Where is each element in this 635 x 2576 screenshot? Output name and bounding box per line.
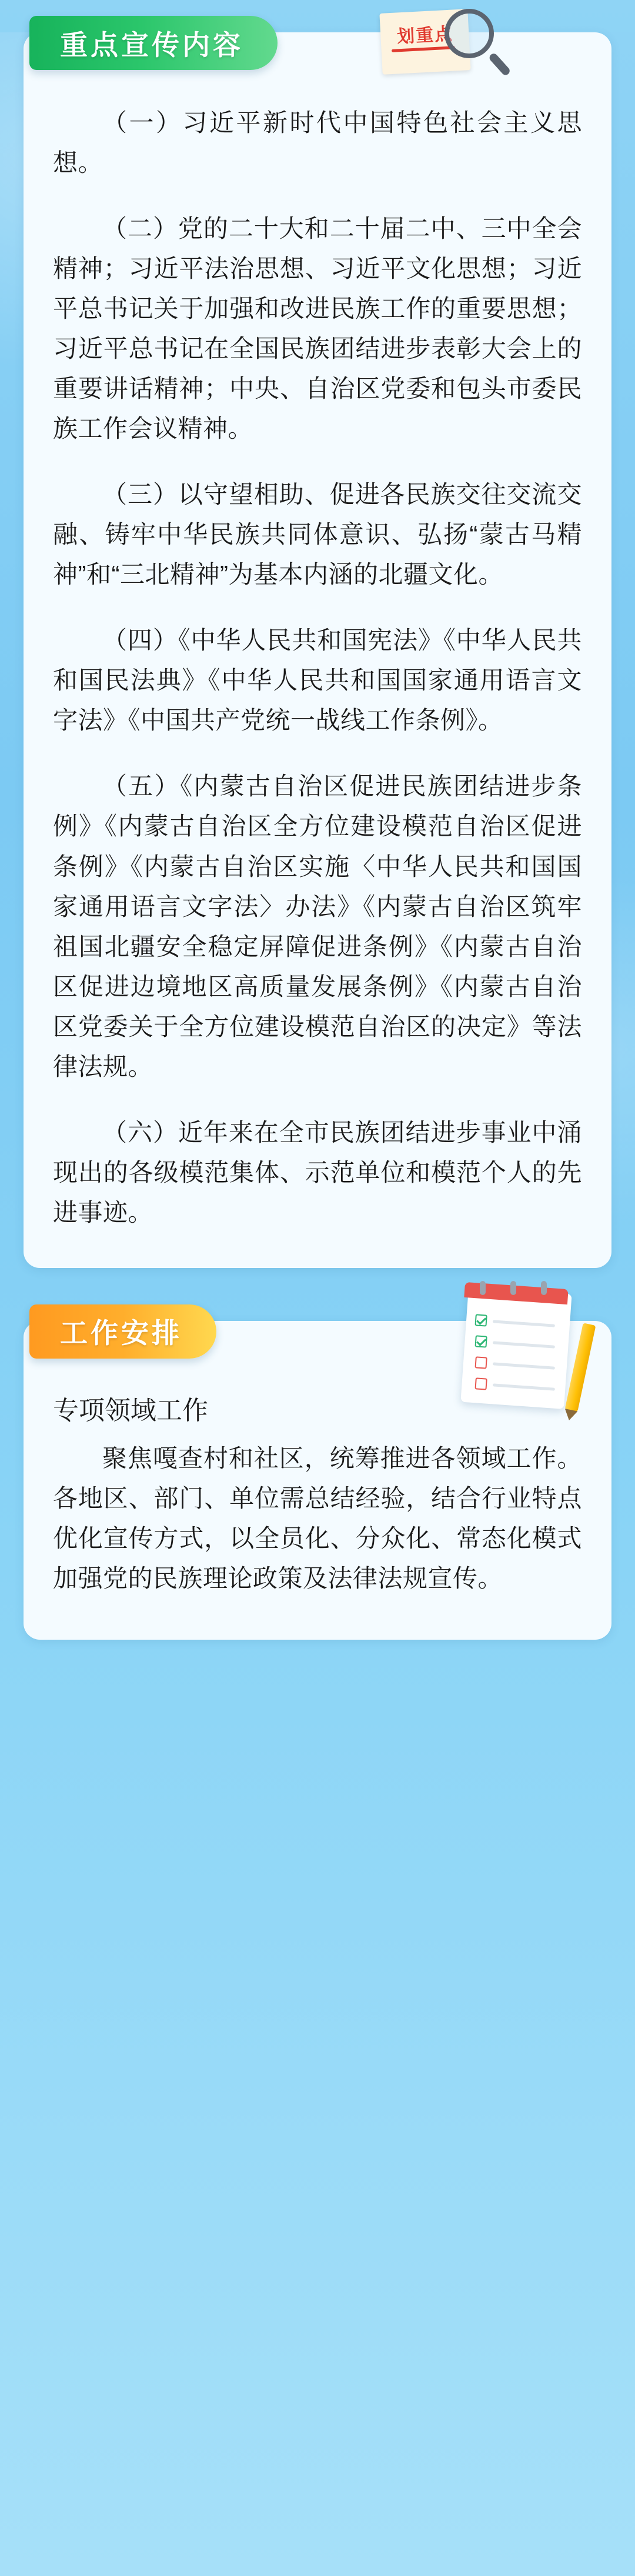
- page-root: [0, 24, 635, 2576]
- checkbox-checked-icon: [474, 1335, 487, 1347]
- checkbox-empty-icon: [474, 1377, 487, 1390]
- magnifier-handle-icon: [488, 52, 512, 76]
- stamp-label: 划重点: [396, 24, 454, 47]
- paragraph: （一）习近平新时代中国特色社会主义思想。: [53, 109, 582, 177]
- checklist-line: [493, 1341, 555, 1348]
- paragraph: （二）党的二十大和二十届二中、三中全会精神；习近平法治思想、习近平文化思想；习近平总书记关于加强和改进民族工作的重要思想；习近平总书记在全国民族团结进步表彰大会上的重要讲话精神；中央、自治区党委和包头市委民族工作会议精神。: [53, 215, 582, 443]
- subsection-heading: 专项领域工作: [53, 1396, 208, 1425]
- pencil-icon: [565, 1323, 596, 1412]
- checklist-line: [493, 1362, 555, 1369]
- stamp-decoration: [376, 0, 512, 86]
- notepad-decoration: [460, 1280, 583, 1415]
- section-banner-key-publicity: [29, 16, 278, 70]
- checkbox-empty-icon: [474, 1356, 487, 1369]
- paragraph: （六）近年来在全市民族团结进步事业中涌现出的各级模范集体、示范单位和模范个人的先进事迹。: [53, 1118, 582, 1226]
- notepad-ring-icon: [510, 1281, 516, 1295]
- paragraph: （四）《中华人民共和国宪法》《中华人民共和国民法典》《中华人民共和国国家通用语言文字法》《中国共产党统一战线工作条例》。: [53, 626, 582, 735]
- notepad-ring-icon: [541, 1281, 547, 1295]
- magnifier-icon: [444, 9, 494, 58]
- section-banner-work-arrangement: [29, 1304, 216, 1359]
- section-card-work-arrangement: [24, 1317, 611, 1640]
- paragraph: （三）以守望相助、促进各民族交往交流交融、铸牢中华民族共同体意识、弘扬“蒙古马精神”和“三北精神”为基本内涵的北疆文化。: [53, 481, 582, 589]
- checkbox-checked-icon: [474, 1314, 487, 1326]
- paragraph: 聚焦嘎查村和社区，统筹推进各领域工作。各地区、部门、单位需总结经验，结合行业特点优化宣传方式，以全员化、分众化、常态化模式加强党的民族理论政策及法律法规宣传。: [53, 1444, 582, 1592]
- checklist-line: [493, 1383, 555, 1390]
- section-card-key-publicity: [24, 24, 611, 1268]
- section-title-work-arrangement: 工作安排: [60, 1317, 182, 1349]
- paragraph: （五）《内蒙古自治区促进民族团结进步条例》《内蒙古自治区全方位建设模范自治区促进条例》《内蒙古自治区实施〈中华人民共和国国家通用语言文字法〉办法》《内蒙古自治区筑牢祖国北疆安全稳定屏障促进条例》《内蒙古自治区促进边境地区高质量发展条例》《内蒙古自治区党委关于全方位建设模范自治区的决定》等法律法规。: [53, 772, 582, 1080]
- section-title-key-publicity: 重点宣传内容: [60, 29, 243, 61]
- notepad-ring-icon: [480, 1281, 486, 1295]
- checklist-line: [493, 1320, 555, 1327]
